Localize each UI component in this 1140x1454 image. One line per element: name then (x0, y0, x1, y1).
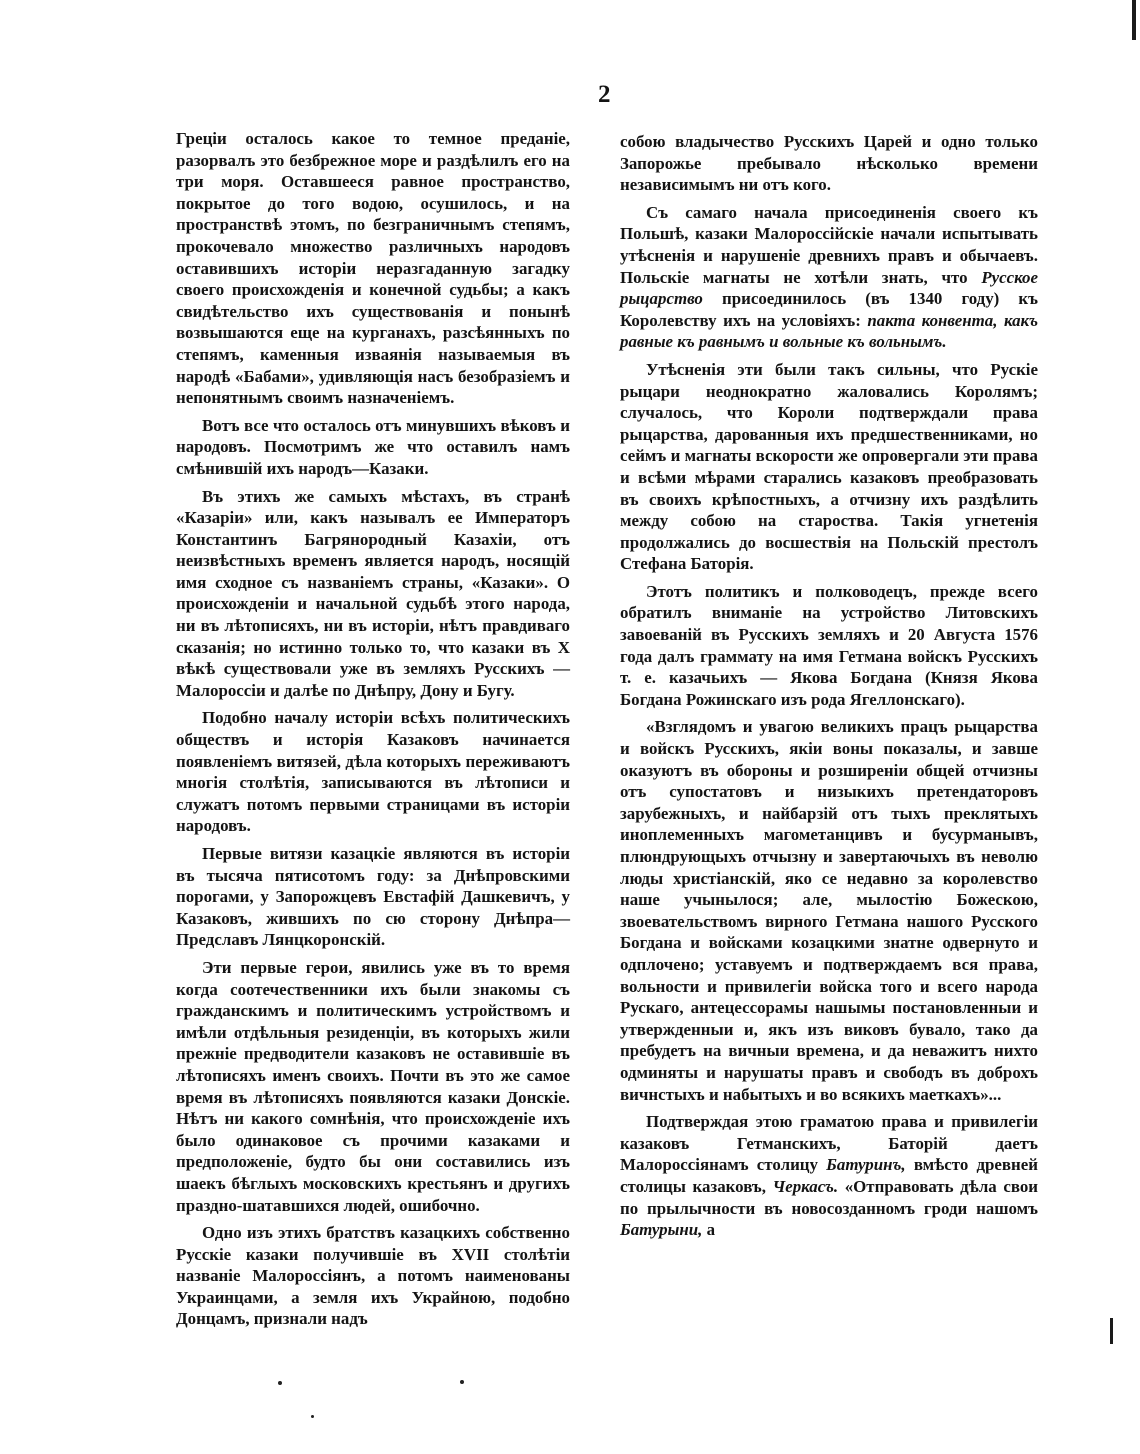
left-paragraph-3: Въ этихъ же самыхъ мѣстахъ, въ странѣ «Казаріи» или, какъ называлъ ее Императоръ Константинъ Багрянородный Казахіи, отъ неизвѣстныхъ временъ является народъ, носящій имя сходное съ названіемъ страны, «Казаки». О происхожденіи и начальной судьбѣ этого народа, ни въ лѣтописяхъ, ни въ исторіи, нѣтъ правдиваго сказанія; но истинно только то, что казаки въ X вѣкѣ существовали уже въ земляхъ Русскихъ — Малороссіи и далѣе по Днѣпру, Дону и Бугу. (176, 486, 570, 700)
left-paragraph-6: Эти первые герои, явились уже въ то время когда соотечественники ихъ были знакомы съ гражданскимъ и политическимъ устройствомъ и имѣли отдѣльныя резиденціи, въ которыхъ жили прежніе предводители казаковъ не оставившіе въ лѣтописяхъ именъ своихъ. Почти въ это же самое время въ лѣтописяхъ появляются казаки Донскіе. Нѣтъ ни какого сомнѣнія, что происхожденіе ихъ было одинаковое съ прочими казаками и предположеніе, будто бы они составились изъ шаекъ бѣглыхъ московскихъ крестьянъ и другихъ праздно-шатавшихся людей, ошибочно. (176, 957, 570, 1215)
right-paragraph-2-text: Съ самаго начала присоединенія своего къ Польшѣ, казаки Малороссійскіе начали испытывать утѣсненія и нарушеніе древнихъ правъ и обычаевъ. Польскіе магнаты не хотѣли знать, что (620, 202, 1038, 287)
right-paragraph-4: Этотъ политикъ и полководецъ, прежде всего обратилъ вниманіе на устройство Литовскихъ завоеваній въ Русскихъ земляхъ и 20 Августа 1576 года далъ граммату на имя Гетмана войскъ Русскихъ т. е. казачьихъ — Якова Богдана (Князя Якова Богдана Рожинскаго изъ рода Ягеллонскаго). (620, 581, 1038, 709)
scan-speck-3 (460, 1380, 464, 1384)
left-paragraph-4: Подобно началу исторіи всѣхъ политическихъ обществъ и исторія Казаковъ начинается появленіемъ витязей, дѣла которыхъ переживаютъ многія столѣтія, записываются въ лѣтописи и служатъ потомъ первыми страницами въ исторіи народовъ. (176, 708, 570, 836)
right-paragraph-3: Утѣсненія эти были такъ сильны, что Рускіе рыцари неоднократно жаловались Королямъ; случалось, что Короли подтверждали права рыцарства, дарованныя ихъ предшественниками, но сеймъ и магнаты вскорости же опровергали эти права и всѣми мѣрами старались казаковъ преобразовать въ своихъ крѣпостныхъ, а отчизну ихъ раздѣлить между собою на староства. Такія угнетенія продолжались до восшествія на Польскій престолъ Стефана Баторія. (620, 359, 1038, 574)
left-paragraph-7: Одно изъ этихъ братствъ казацкихъ собственно Русскіе казаки получившіе въ XVII столѣтіи названіе Малороссіянъ, а потомъ наименованы Украинцами, а земля ихъ Украйною, подобно Донцамъ, признали надъ (176, 1223, 570, 1329)
left-column (176, 128, 570, 1330)
right-paragraph-6-middle: вмѣсто древней столицы казаковъ, (620, 1155, 1038, 1196)
right-paragraph-5: «Взглядомъ и увагою великихъ працъ рыцарства и войскъ Русскихъ, якіи воны показалы, и завше оказуютъ въ обороны и розширеніи общей отчизны отъ супостатовъ и низыкихъ претендаторовъ зарубежныхъ, и найбарзій отъ тыхъ преклятыхъ иноплеменныхъ магометанцивъ и бусурманывъ, плюндрующыхъ отчызну и завертаючыхъ въ неволю люды христіанскій, яко се недавно за королевство наше учынылося; але, мылостію Божескою, звоевательствомъ вирного Гетмана нашого Русского Богдана и войсками козацкими знатне одвернуто и одплочено; уставуемъ и подтверждаемъ вся права, вольности и привилегіи войска того и всего народа Рускаго, антецессорамы нашымы постановленныи и утвержденныи и, якъ изъ виковъ бувало, тако да пребудетъ на вичныи времена, и да неважитъ нихто одминяты и нарушаты правъ и свободъ въ доброхъ вичнстыхъ и набытыхъ и во всякихъ маеткахъ»... (620, 717, 1038, 1104)
left-paragraph-5: Первые витязи казацкіе являются въ исторіи въ тысяча пятисотомъ году: за Днѣпровскими порогами, у Запорожцевъ Евстафій Дашкевичъ, у Казаковъ, жившихъ по сю сторону Днѣпра—Предславъ Лянцкоронскій. (176, 844, 570, 950)
right-paragraph-6-continuation: «Отправовать дѣла свои по прылычности въ новосозданномъ гроди нашомъ (620, 1176, 1038, 1218)
page-number: 2 (598, 81, 611, 108)
right-column (620, 131, 1038, 1241)
right-paragraph-6-emphasis-2: Черкасъ. (772, 1176, 839, 1196)
left-paragraph-2: Вотъ все что осталось отъ минувшихъ вѣковъ и народовъ. Посмотримъ же что оставилъ намъ смѣнившій ихъ народъ—Казаки. (176, 415, 570, 478)
right-paragraph-6-emphasis-3: Батурыни, (620, 1220, 703, 1240)
scan-speck-1 (278, 1381, 282, 1385)
right-paragraph-2-emphasis-1: Русское рыцарство (620, 267, 1038, 309)
right-paragraph-2-middle: присоединилось (въ 1340 году) къ Королевству ихъ на условіяхъ: (620, 289, 1038, 330)
scan-edge-mark-bottom (1110, 1318, 1113, 1344)
right-paragraph-2-emphasis-2: пакта конвента, какъ равные къ равнымъ и вольные къ вольнымъ. (620, 310, 1038, 352)
right-paragraph-6 (620, 1111, 1038, 1241)
right-paragraph-2 (620, 202, 1038, 353)
left-paragraph-1: Греціи осталось какое то темное преданіе, разорвалъ это безбрежное море и раздѣлилъ его на три моря. Оставшееся равное пространство, покрытое до того водою, осушилось, и на пространствѣ этомъ, по безграничнымъ степямъ, прокочевало множество различныхъ народовъ оставившихъ исторіи неразгаданную загадку своего происхожденія и конечной судьбы; а какъ свидѣтельство ихъ существованія и понынѣ возвышаются еще на курганахъ, разсѣянныхъ по степямъ, каменныя изваянія называемыя въ народѣ «Бабами», удивляющія насъ безобразіемъ и непонятнымъ своимъ назначеніемъ. (176, 129, 570, 408)
right-paragraph-6-emphasis-1: Батуринъ, (826, 1155, 906, 1175)
right-paragraph-6-end: а (706, 1220, 716, 1240)
right-paragraph-6-text: Подтверждая этою граматою права и привилегіи казаковъ Гетманскихъ, Баторій даетъ Малороссіянамъ столицу (620, 1112, 1038, 1175)
scan-speck-2 (311, 1415, 314, 1418)
scan-edge-mark-top (1132, 0, 1136, 40)
right-paragraph-1: собою владычество Русскихъ Царей и одно только Запорожье пребывало нѣсколько времени независимымъ ни отъ кого. (620, 132, 1038, 195)
